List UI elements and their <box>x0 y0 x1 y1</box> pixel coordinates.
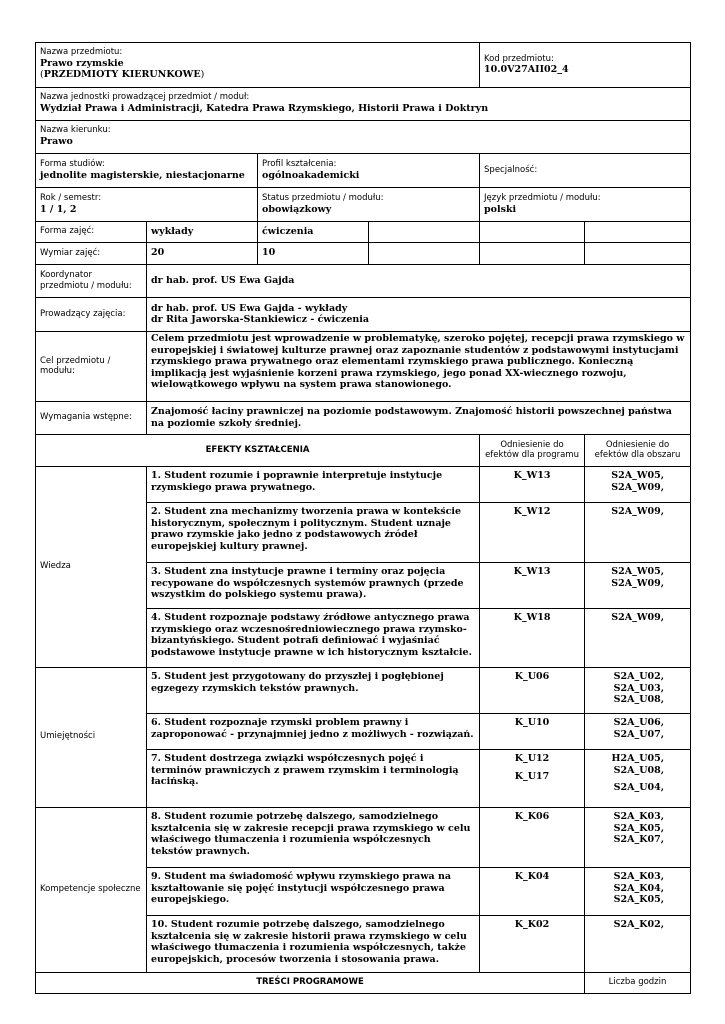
effect-text: 9. Student ma świadomość wpływu rzymskiego prawa na kształtowanie się pojęć instytucji współczesnego prawa europejskiego. <box>147 868 480 916</box>
status-label: Status przedmiotu / modułu: <box>262 193 384 203</box>
coordinator-value: dr hab. prof. US Ewa Gajda <box>147 265 691 298</box>
requirements-row <box>36 402 691 435</box>
program-ref: K_W12 <box>480 503 585 563</box>
profile-label: Profil kształcenia: <box>262 159 337 169</box>
area-ref: S2A_K02, <box>585 916 691 973</box>
goal-row <box>36 332 691 402</box>
area-ref-header: Odniesienie do efektów dla obszaru <box>585 435 691 467</box>
study-row <box>36 154 691 188</box>
program-ref: K_K04 <box>480 868 585 916</box>
subject-code-label: Kod przedmiotu: <box>484 53 554 64</box>
subject-code: 10.0V27AII02_4 <box>484 64 569 75</box>
requirements-label: Wymagania wstępne: <box>36 402 147 435</box>
program-ref: K_U10 <box>480 714 585 750</box>
class-hours-row <box>36 243 691 265</box>
area-ref: S2A_W05, S2A_W09, <box>585 467 691 503</box>
year-value: 1 / 1, 2 <box>40 203 77 215</box>
class-type-empty-1 <box>369 222 480 243</box>
program-ref-header: Odniesienie do efektów dla programu <box>480 435 585 467</box>
group-competences-label: Kompetencje społeczne <box>36 808 147 973</box>
class-type-exercises: ćwiczenia <box>258 222 369 243</box>
subject-group: (PRZEDMIOTY KIERUNKOWE) <box>40 69 205 80</box>
area-ref: S2A_W05, S2A_W09, <box>585 563 691 609</box>
effect-row <box>36 808 691 868</box>
profile-cell <box>258 154 480 188</box>
effect-text: 2. Student zna mechanizmy tworzenia prawa w kontekście historycznym, społecznym i politycznym. Student uznaje prawo rzymskie jako jedno z podstawowych źródeł europejskiej kultury prawnej. <box>147 503 480 563</box>
effect-text: 6. Student rozpoznaje rzymski problem prawny i zaproponować - przynajmniej jedno z możliwych - rozwiązań. <box>147 714 480 750</box>
specialty-cell <box>480 154 691 188</box>
class-form-row <box>36 222 691 243</box>
field-cell <box>36 121 691 154</box>
teacher-lecture: dr hab. prof. US Ewa Gajda - wykłady <box>151 302 348 314</box>
specialty-label: Specjalność: <box>484 165 538 176</box>
area-ref: S2A_K03, S2A_K05, S2A_K07, <box>585 808 691 868</box>
class-type-empty-3 <box>585 222 691 243</box>
area-ref: S2A_U02, S2A_U03, S2A_U08, <box>585 668 691 714</box>
language-cell <box>480 188 691 222</box>
teachers-row <box>36 298 691 332</box>
effect-text: 10. Student rozumie potrzebę dalszego, samodzielnego kształcenia się w zakresie historii prawa rzymskiego w celu właściwego tłumaczenia i rozumienia współczesnych, także europejskich, procesów tworzenia i stosowania prawa. <box>147 916 480 973</box>
effect-text: 8. Student rozumie potrzebę dalszego, samodzielnego kształcenia się w zakresie recepcji prawa rzymskiego w celu właściwego tłumaczenia i rozumienia współczesnych tekstów prawnych. <box>147 808 480 868</box>
field-value: Prawo <box>40 135 73 147</box>
syllabus-table <box>35 42 691 994</box>
area-ref: S2A_K03, S2A_K04, S2A_K05, <box>585 868 691 916</box>
effects-header: EFEKTY KSZTAŁCENIA <box>36 435 480 467</box>
teachers-label: Prowadzący zajęcia: <box>36 298 147 332</box>
course-syllabus-page <box>35 42 690 988</box>
effect-text: 3. Student zna instytucje prawne i terminy oraz pojęcia recypowane do współczesnych systemów prawnych (przede wszystkim do polskiego systemu prawa). <box>147 563 480 609</box>
profile-value: ogólnoakademicki <box>262 169 360 181</box>
class-hours-lecture: 20 <box>147 243 258 265</box>
program-contents-header: TREŚCI PROGRAMOWE <box>36 973 585 994</box>
hours-count-header: Liczba godzin <box>585 973 691 994</box>
year-label: Rok / semestr: <box>40 193 102 203</box>
group-skills-label: Umiejętności <box>36 668 147 808</box>
program-ref: K_U12 K_U17 <box>480 750 585 808</box>
subject-code-cell <box>480 43 691 88</box>
group-knowledge-label: Wiedza <box>36 467 147 668</box>
effects-header-row <box>36 435 691 467</box>
status-cell <box>258 188 480 222</box>
unit-cell <box>36 88 691 121</box>
class-hours-empty-3 <box>585 243 691 265</box>
program-ref: K_W13 <box>480 467 585 503</box>
area-ref: S2A_U06, S2A_U07, <box>585 714 691 750</box>
area-ref: H2A_U05, S2A_U08, S2A_U04, <box>585 750 691 808</box>
program-ref: K_W13 <box>480 563 585 609</box>
class-hours-label: Wymiar zajęć: <box>36 243 147 265</box>
effect-text: 5. Student jest przygotowany do przyszłej i pogłębionej egzegezy rzymskich tekstów prawnych. <box>147 668 480 714</box>
subject-row <box>36 43 691 88</box>
teachers-cell <box>147 298 691 332</box>
class-type-lecture: wykłady <box>147 222 258 243</box>
goal-label: Cel przedmiotu / modułu: <box>36 332 147 402</box>
unit-label: Nazwa jednostki prowadzącej przedmiot / moduł: <box>40 92 250 102</box>
effect-text: 4. Student rozpoznaje podstawy źródłowe antycznego prawa rzymskiego oraz wczesnośredniowiecznego prawa rzymsko-bizantyńskiego. Student potrafi definiować i wyjaśniać podstawowe instytucje prawne w ich historycznym kształcie. <box>147 609 480 668</box>
teacher-exercises: dr Rita Jaworska-Stankiewicz - ćwiczenia <box>151 314 370 325</box>
effect-row <box>36 668 691 714</box>
subject-name-label: Nazwa przedmiotu: <box>40 47 123 57</box>
year-row <box>36 188 691 222</box>
unit-row <box>36 88 691 121</box>
requirements-text: Znajomość łaciny prawniczej na poziomie podstawowym. Znajomość historii powszechnej państwa na poziomie szkoły średniej. <box>147 402 691 435</box>
effect-text: 1. Student rozumie i poprawnie interpretuje instytucje rzymskiego prawa prywatnego. <box>147 467 480 503</box>
class-hours-exercises: 10 <box>258 243 369 265</box>
study-form-cell <box>36 154 258 188</box>
class-hours-empty-1 <box>369 243 480 265</box>
effect-text: 7. Student dostrzega związki współczesnych pojęć i terminów prawniczych z prawem rzymskim i terminologią łacińską. <box>147 750 480 808</box>
class-hours-empty-2 <box>480 243 585 265</box>
coordinator-label: Koordynator przedmiotu / modułu: <box>36 265 147 298</box>
area-ref: S2A_W09, <box>585 503 691 563</box>
unit-value: Wydział Prawa i Administracji, Katedra Prawa Rzymskiego, Historii Prawa i Doktryn <box>40 102 489 114</box>
year-cell <box>36 188 258 222</box>
field-label: Nazwa kierunku: <box>40 125 111 135</box>
language-value: polski <box>484 203 517 215</box>
study-form-value: jednolite magisterskie, niestacjonarne <box>40 169 245 181</box>
language-label: Język przedmiotu / modułu: <box>484 193 601 203</box>
program-ref: K_U06 <box>480 668 585 714</box>
program-ref: K_K02 <box>480 916 585 973</box>
program-header-row <box>36 973 691 994</box>
status-value: obowiązkowy <box>262 203 332 215</box>
subject-name: Prawo rzymskie <box>40 57 124 69</box>
effect-row <box>36 467 691 503</box>
class-type-empty-2 <box>480 222 585 243</box>
subject-name-cell <box>36 43 480 88</box>
field-row <box>36 121 691 154</box>
program-ref: K_K06 <box>480 808 585 868</box>
program-ref: K_W18 <box>480 609 585 668</box>
goal-text: Celem przedmiotu jest wprowadzenie w problematykę, szeroko pojętej, recepcji prawa rzymskiego w europejskiej i światowej kulturze prawnej oraz zapoznanie studentów z podstawowymi instytucjami rzymskiego prawa prywatnego oraz elementami rzymskiego prawa publicznego. Konieczną implikacją jest wyjaśnienie korzeni prawa rzymskiego, jego ponad XX-wiecznego rozwoju, wielowątkowego wpływu na system prawa stanowionego. <box>147 332 691 402</box>
class-form-label: Forma zajęć: <box>36 222 147 243</box>
coordinator-row <box>36 265 691 298</box>
area-ref: S2A_W09, <box>585 609 691 668</box>
study-form-label: Forma studiów: <box>40 159 105 169</box>
